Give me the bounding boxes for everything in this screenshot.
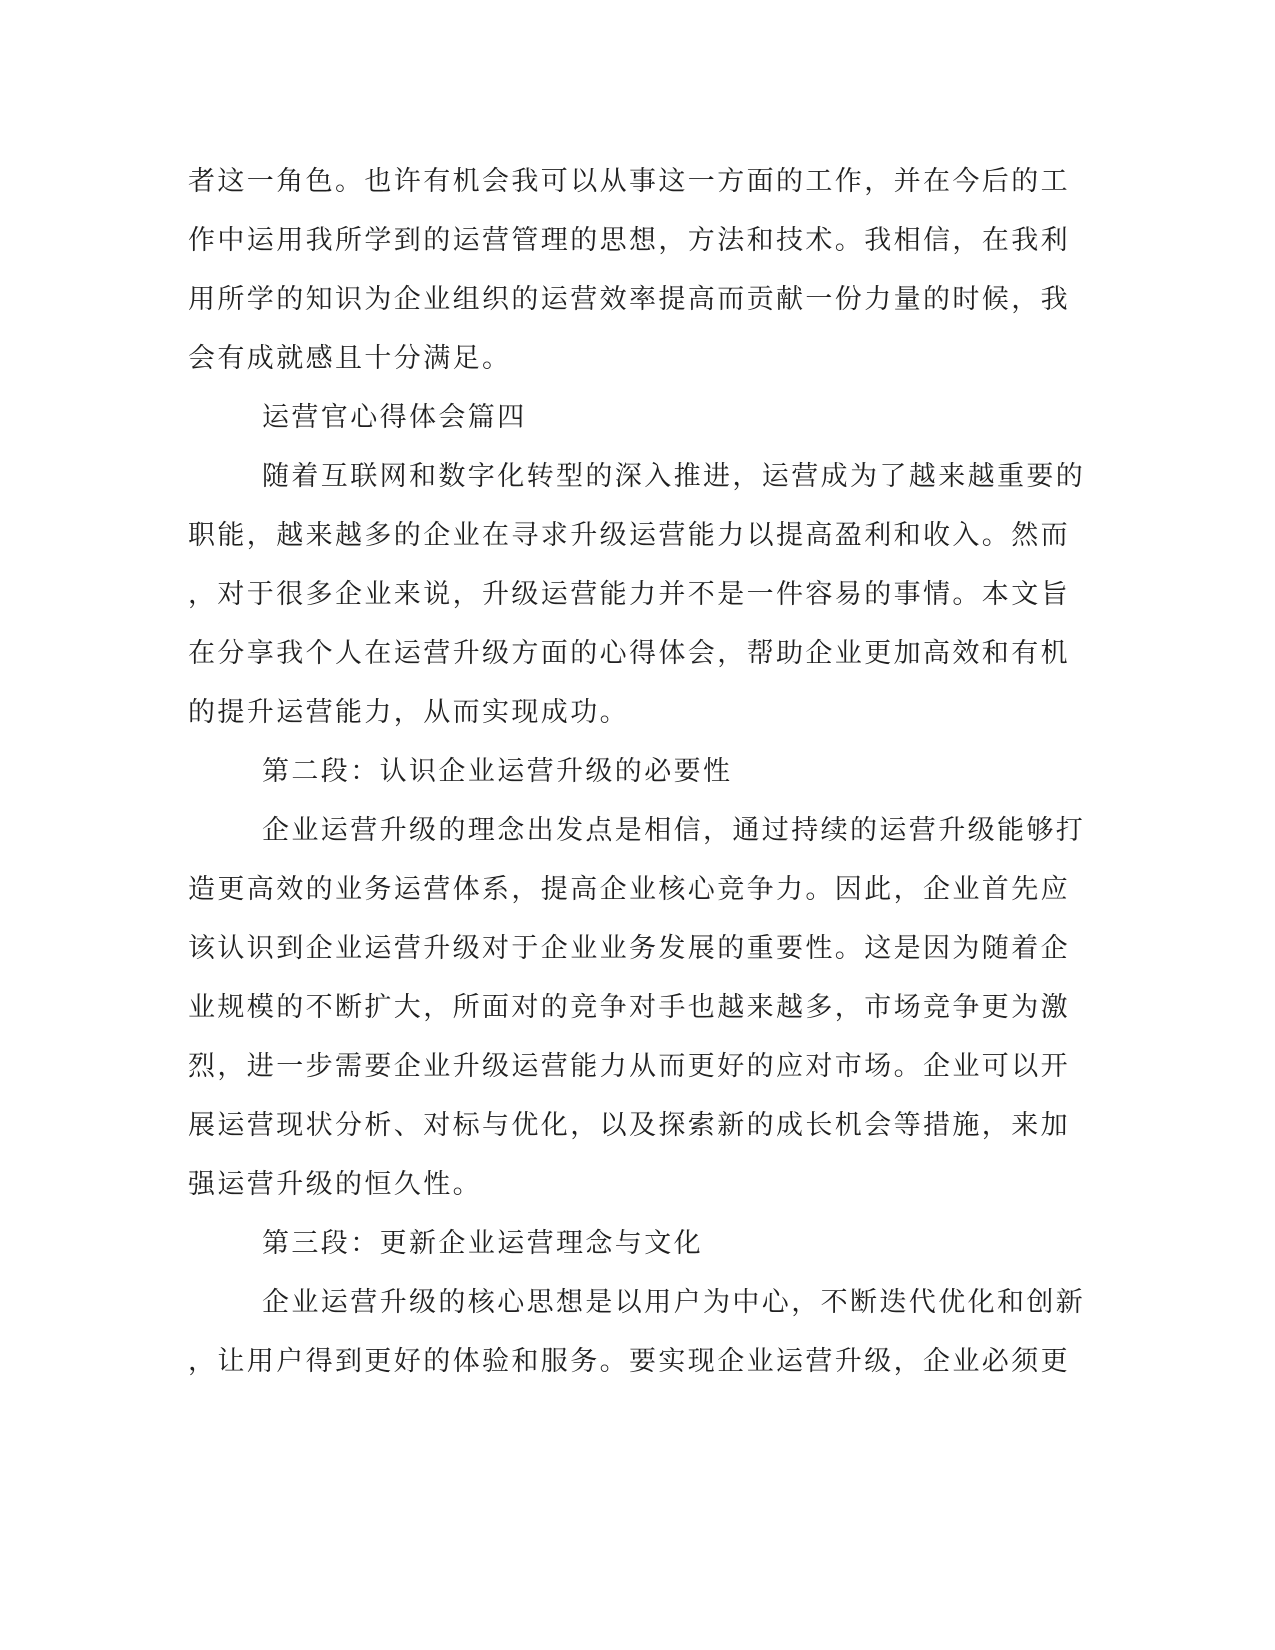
body-text-line: 者这一角色。也许有机会我可以从事这一方面的工作，并在今后的工 (188, 166, 1070, 197)
body-text-line: 企业运营升级的理念出发点是相信，通过持续的运营升级能够打 (262, 815, 1086, 846)
section-heading: 第三段：更新企业运营理念与文化 (262, 1228, 703, 1259)
body-text-line: 业规模的不断扩大，所面对的竞争对手也越来越多，市场竞争更为激 (188, 992, 1070, 1023)
body-text-line: 用所学的知识为企业组织的运营效率提高而贡献一份力量的时候，我 (188, 284, 1070, 315)
body-text-line: 强运营升级的恒久性。 (188, 1169, 482, 1200)
body-text-line: 在分享我个人在运营升级方面的心得体会，帮助企业更加高效和有机 (188, 638, 1070, 669)
body-text-line: ，让用户得到更好的体验和服务。要实现企业运营升级，企业必须更 (188, 1346, 1070, 1377)
body-text-line: 展运营现状分析、对标与优化，以及探索新的成长机会等措施，来加 (188, 1110, 1070, 1141)
section-heading: 第二段：认识企业运营升级的必要性 (262, 756, 733, 787)
body-text-line: 随着互联网和数字化转型的深入推进，运营成为了越来越重要的 (262, 461, 1086, 492)
body-text-line: 该认识到企业运营升级对于企业业务发展的重要性。这是因为随着企 (188, 933, 1070, 964)
body-text-line: 作中运用我所学到的运营管理的思想，方法和技术。我相信，在我利 (188, 225, 1070, 256)
body-text-line: 职能，越来越多的企业在寻求升级运营能力以提高盈利和收入。然而 (188, 520, 1070, 551)
body-text-line: 造更高效的业务运营体系，提高企业核心竞争力。因此，企业首先应 (188, 874, 1070, 905)
body-text-line: 的提升运营能力，从而实现成功。 (188, 697, 629, 728)
body-text-line: ，对于很多企业来说，升级运营能力并不是一件容易的事情。本文旨 (188, 579, 1070, 610)
body-text-line: 烈，进一步需要企业升级运营能力从而更好的应对市场。企业可以开 (188, 1051, 1070, 1082)
body-text-line: 企业运营升级的核心思想是以用户为中心，不断迭代优化和创新 (262, 1287, 1086, 1318)
body-text-line: 会有成就感且十分满足。 (188, 343, 512, 374)
section-heading: 运营官心得体会篇四 (262, 402, 527, 433)
